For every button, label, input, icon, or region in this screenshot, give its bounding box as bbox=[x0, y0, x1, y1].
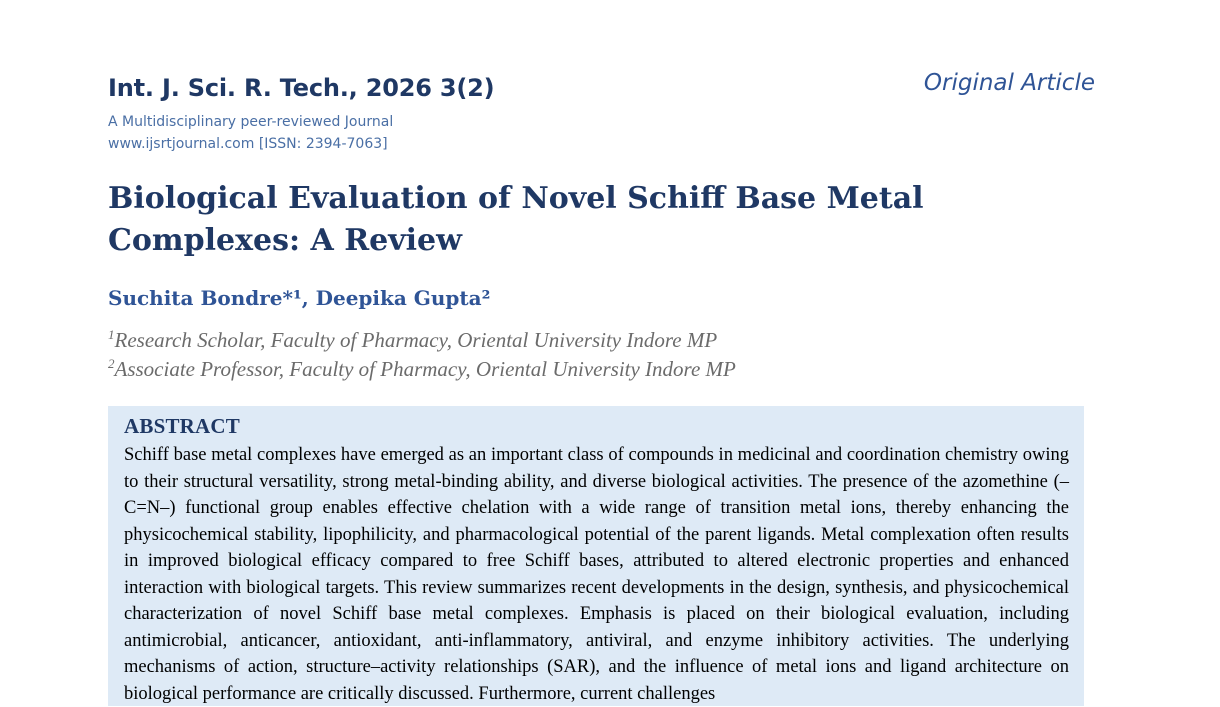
affiliation-text: Research Scholar, Faculty of Pharmacy, Oriental University Indore MP bbox=[114, 328, 718, 352]
abstract-text: Schiff base metal complexes have emerged as an important class of compounds in medicinal and coordination chemistry owing to their structural versatility, strong metal-binding ability, and diverse biological activities. The presence of the azomethine (–C=N–) functional group enables effective chelation with a wide range of transition metal ions, thereby enhancing the physicochemical stability, lipophilicity, and pharmacological potential of the parent ligands. Metal complexation often results in improved biological efficacy compared to free Schiff bases, attributed to altered electronic properties and enhanced interaction with biological targets. This review summarizes recent developments in the design, synthesis, and physicochemical characterization of novel Schiff base metal complexes. Emphasis is placed on their biological evaluation, including antimicrobial, anticancer, antioxidant, anti-inflammatory, antiviral, and enzyme inhibitory activities. The underlying mechanisms of action, structure–activity relationships (SAR), and the influence of metal ions and ligand architecture on biological performance are critically discussed. Furthermore, current challenges bbox=[124, 445, 1069, 704]
paper-title: Biological Evaluation of Novel Schiff Base Metal Complexes: A Review bbox=[108, 181, 924, 258]
affiliation-1 bbox=[108, 327, 717, 353]
author-list: Suchita Bondre*¹, Deepika Gupta² bbox=[108, 286, 491, 310]
journal-subtitle: A Multidisciplinary peer-reviewed Journal bbox=[108, 114, 394, 130]
affiliation-marker: 1 bbox=[108, 327, 115, 342]
abstract-heading: ABSTRACT bbox=[124, 414, 240, 438]
article-type-label: Original Article bbox=[923, 70, 1095, 96]
journal-citation: Int. J. Sci. R. Tech., 2026 3(2) bbox=[108, 74, 495, 102]
affiliation-text: Associate Professor, Faculty of Pharmacy, Oriental University Indore MP bbox=[114, 357, 736, 381]
affiliation-2 bbox=[108, 356, 736, 382]
journal-website-issn[interactable]: www.ijsrtjournal.com [ISSN: 2394-7063] bbox=[108, 136, 388, 152]
affiliation-marker: 2 bbox=[108, 356, 115, 371]
abstract-box bbox=[108, 406, 1084, 706]
